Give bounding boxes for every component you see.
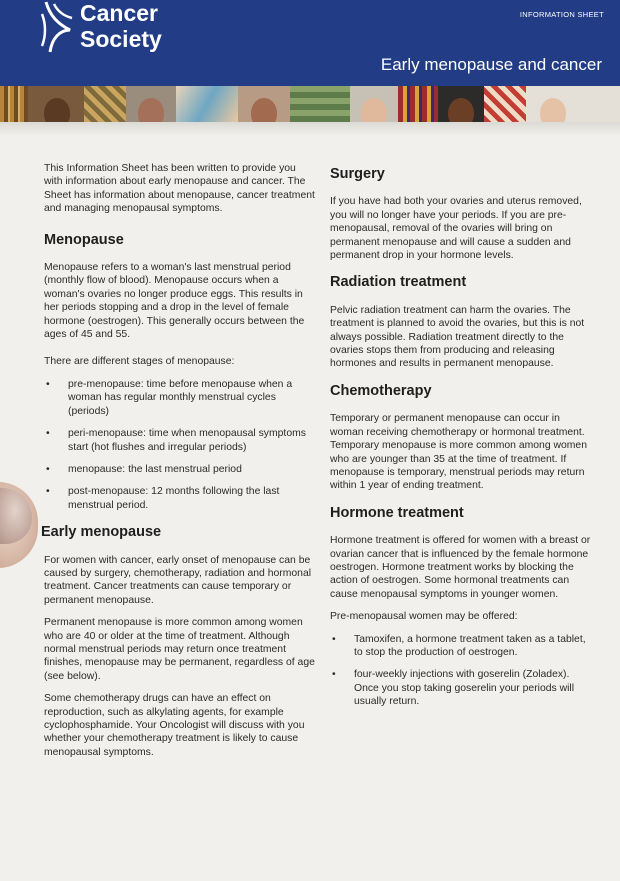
early-paragraph-3: Some chemotherapy drugs can have an effect on reproduction, such as alkylating agents, for example cyclophosphamide. Your Oncologist will discuss with you whether your chemotherapy treatment is likely to cause menopausal symptoms. bbox=[44, 693, 305, 758]
chemo-paragraph: Temporary or permanent menopause can occur in woman receiving chemotherapy or hormonal treatment. Temporary menopause is more common among women who are younger than 35 at the time of treatment. If menopause is temporary, menstrual periods may return within 1 year of ending treatment. bbox=[330, 413, 587, 492]
heading-early-menopause: Early menopause bbox=[41, 524, 162, 541]
list-item: • pre-menopause: time before menopause when a woman has regular monthly menstrual cycles (periods) bbox=[44, 378, 316, 418]
radiation-paragraph: Pelvic radiation treatment can harm the ovaries. The treatment is planned to avoid the ovaries, but this is not always possible. Radiation treatment directly to the ovaries stops them from producing and releasing hormones and results in permanent menopause. bbox=[330, 304, 585, 370]
list-item: • menopause: the last menstrual period bbox=[44, 463, 316, 476]
offered-list bbox=[330, 633, 594, 709]
paper-fold bbox=[0, 122, 620, 136]
photo-tile-man bbox=[350, 86, 398, 122]
list-item: • Tamoxifen, a hormone treatment taken as a tablet, to stop the production of oestrogen. bbox=[330, 633, 594, 660]
early-paragraph-1: For women with cancer, early onset of menopause can be caused by surgery, chemotherapy, radiation and hormonal treatment. Cancer treatments can cause temporary or permanent menopause. bbox=[44, 554, 312, 606]
photo-tile-pattern bbox=[484, 86, 526, 122]
intro-paragraph: This Information Sheet has been written to provide you with information about early menopause and cancer. The Sheet has information about menopause, cancer treatment and managing menopausal symptoms. bbox=[44, 163, 315, 215]
heading-surgery: Surgery bbox=[330, 166, 385, 182]
photo-tile-woman bbox=[238, 86, 290, 122]
stages-intro: There are different stages of menopause: bbox=[44, 356, 235, 368]
photo-strip bbox=[0, 86, 620, 122]
logo-line-2: Society bbox=[80, 26, 162, 52]
menopause-paragraph: Menopause refers to a woman's last menstrual period (monthly flow of blood). Menopause occurs when a woman's ovaries no longer produce eggs. This results in her periods stopping and a drop in the level of female hormone (oestrogen). This generally occurs between the ages of 45 and 55. bbox=[44, 262, 305, 341]
photo-tile-man bbox=[438, 86, 484, 122]
photo-tile-man bbox=[28, 86, 84, 122]
heading-hormone: Hormone treatment bbox=[330, 504, 464, 521]
photo-tile-pattern bbox=[0, 86, 28, 122]
sheet-type-label: INFORMATION SHEET bbox=[519, 10, 604, 19]
daffodil-logo-icon bbox=[36, 0, 76, 58]
photo-tile-woman bbox=[526, 86, 620, 122]
surgery-paragraph: If you have had both your ovaries and uterus removed, you will no longer have your periods. If you are pre-menopausal, removal of the ovaries will bring on permanent menopause and will cause a sudden and permanent drop in your hormone levels. bbox=[330, 196, 582, 262]
photo-tile-pattern bbox=[290, 86, 350, 122]
photo-tile-pattern bbox=[84, 86, 126, 122]
photo-tile-pattern bbox=[398, 86, 438, 122]
list-item: • post-menopause: 12 months following the last menstrual period. bbox=[44, 485, 316, 512]
list-item: • peri-menopause: time when menopausal symptoms start (hot flushes and irregular periods) bbox=[44, 427, 316, 454]
list-item: • four-weekly injections with goserelin (Zoladex). Once you stop taking goserelin your periods will usually return. bbox=[330, 668, 594, 708]
page-title: Early menopause and cancer bbox=[380, 55, 602, 74]
right-column bbox=[330, 164, 594, 718]
offered-intro: Pre-menopausal women may be offered: bbox=[330, 611, 518, 623]
stages-list bbox=[44, 378, 316, 512]
photo-tile-pattern bbox=[176, 86, 238, 122]
hormone-paragraph: Hormone treatment is offered for women with a breast or ovarian cancer that is influenced by the female hormone oestrogen. Hormone treatment works by blocking the action of oestrogen. Some hormonal treatments can cause menopausal symptoms in younger women. bbox=[330, 535, 591, 600]
photo-tile-woman bbox=[126, 86, 176, 122]
header-banner bbox=[0, 0, 620, 86]
logo-line-1: Cancer bbox=[80, 0, 158, 26]
logo-wordmark bbox=[80, 0, 162, 52]
early-paragraph-2: Permanent menopause is more common among women who are 40 or older at the time of treatment. Although normal menstrual periods may return once treatment finishes, menopause may be permanent, regardless of age (see below). bbox=[44, 617, 315, 682]
heading-chemotherapy: Chemotherapy bbox=[330, 382, 432, 399]
left-column bbox=[41, 162, 316, 768]
heading-radiation: Radiation treatment bbox=[330, 274, 467, 291]
heading-menopause: Menopause bbox=[44, 231, 124, 248]
